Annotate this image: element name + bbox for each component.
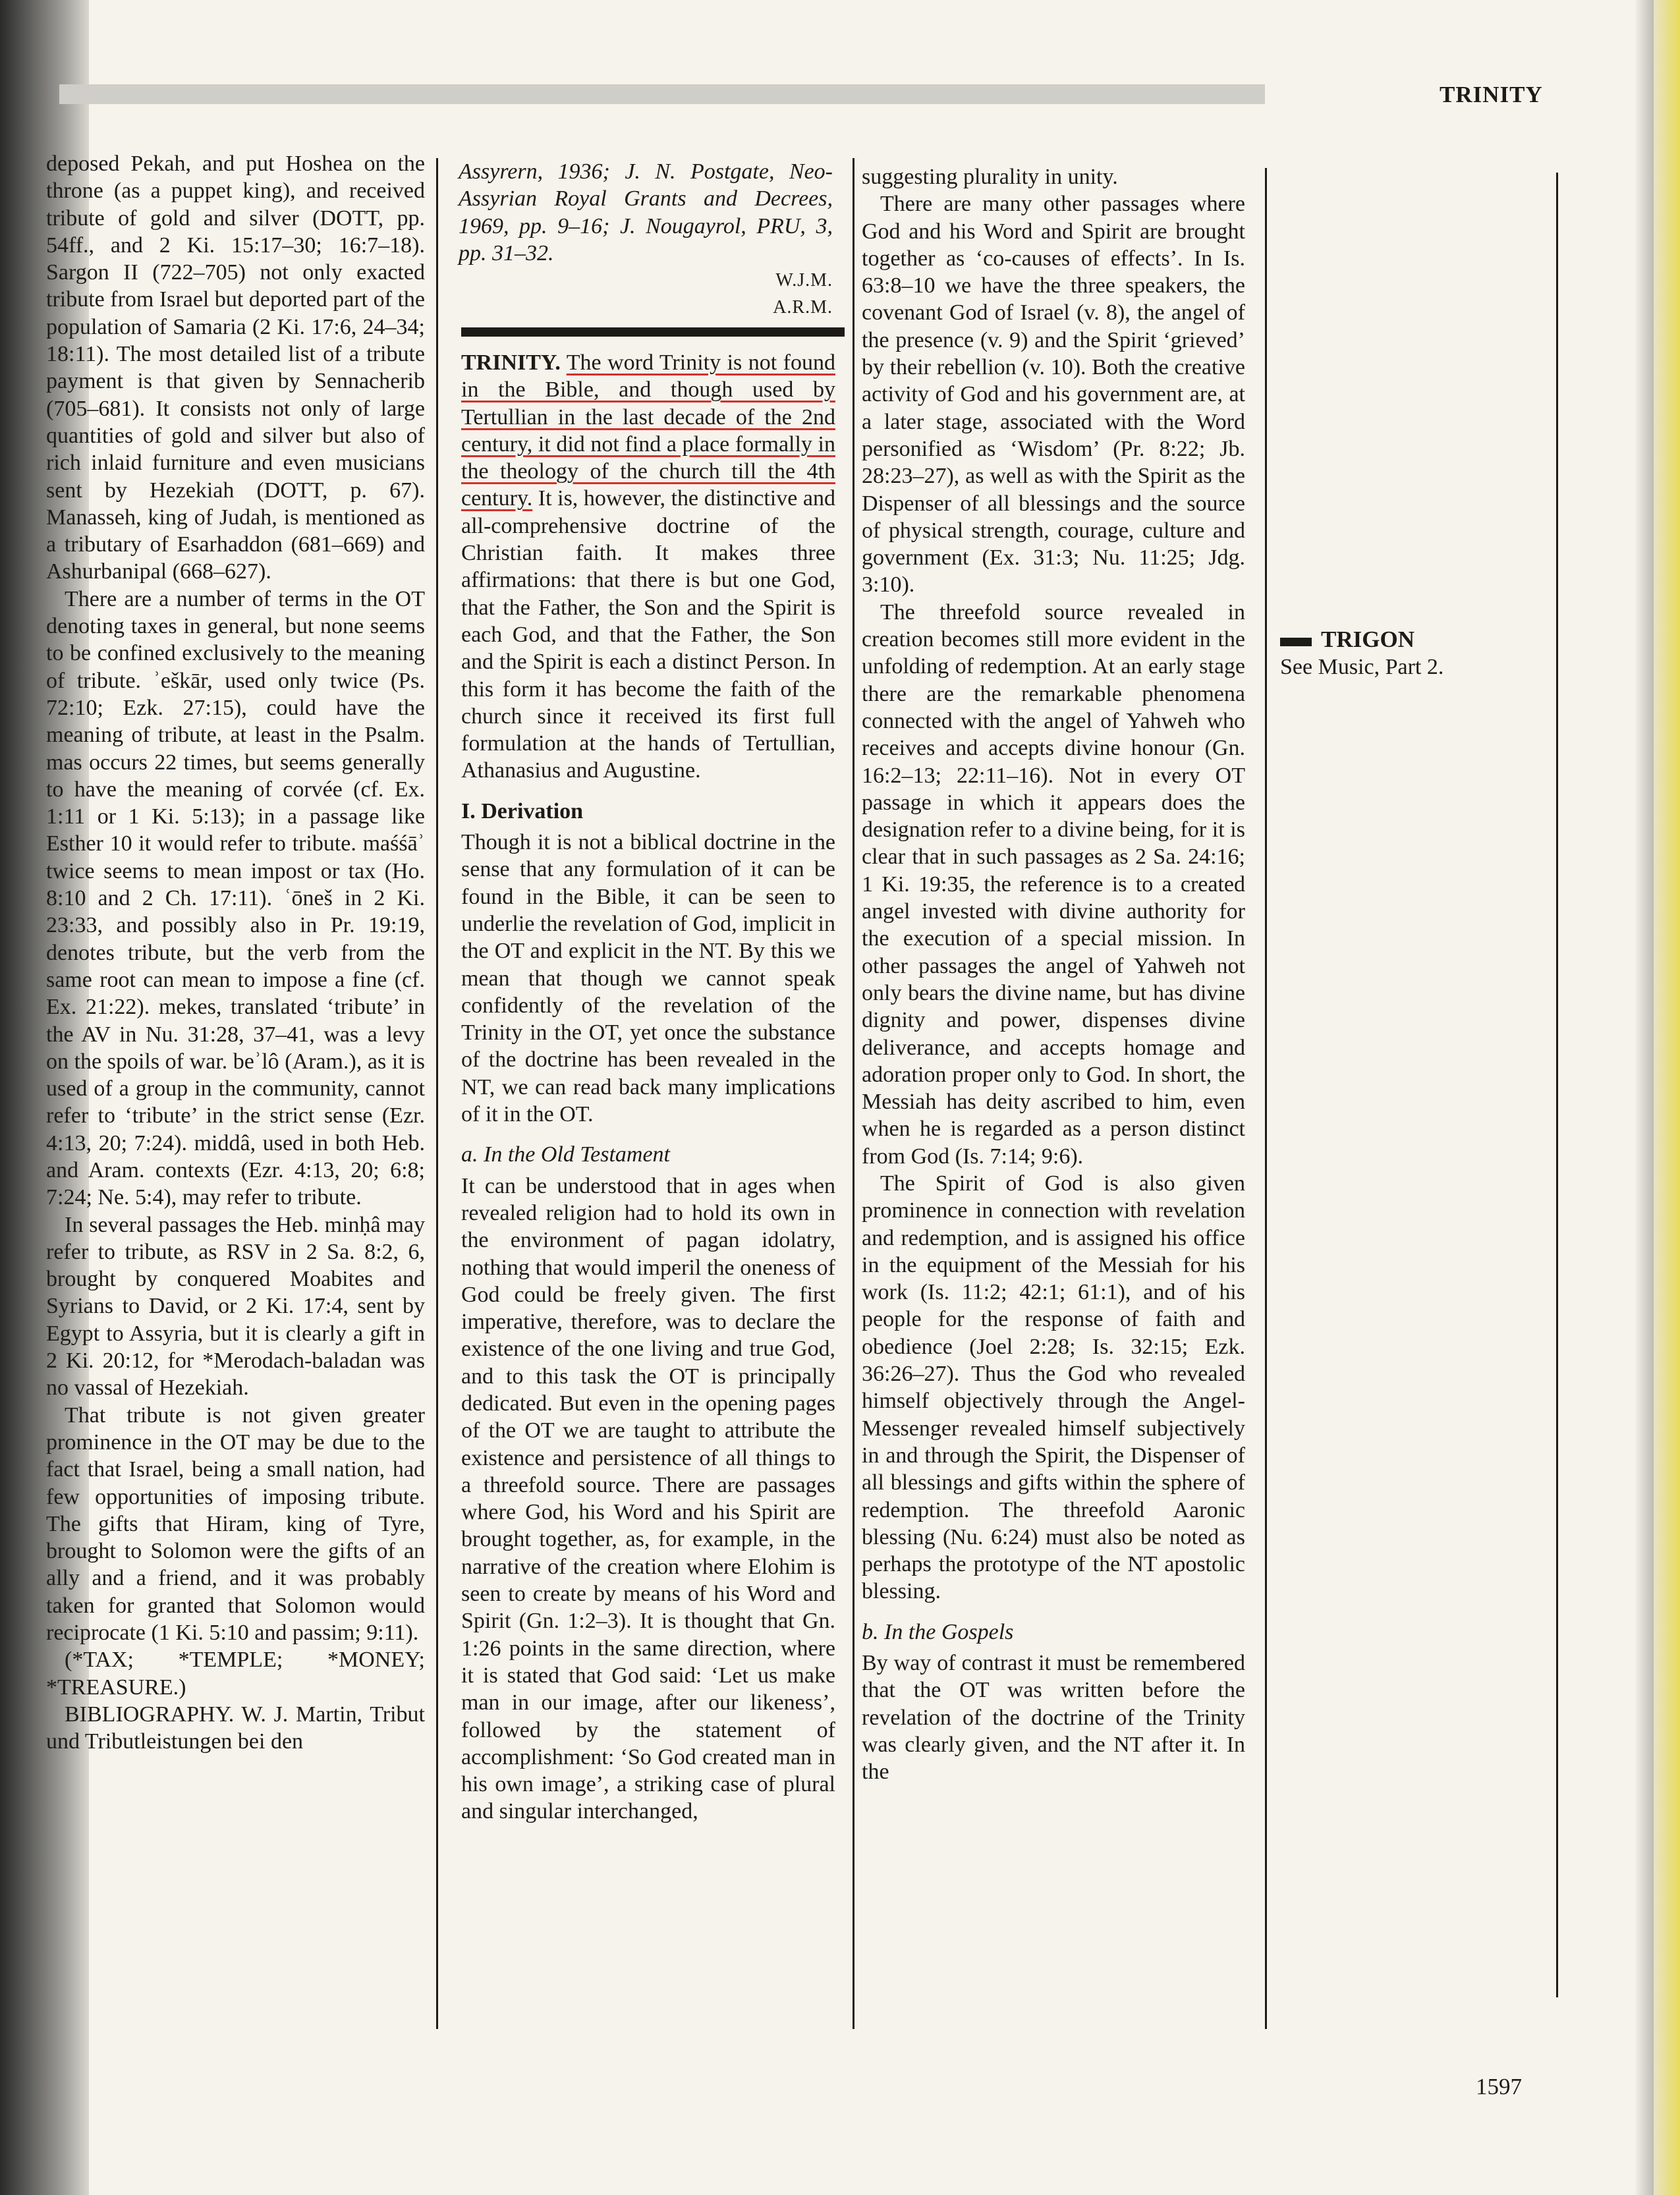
page-edge-shadow bbox=[1635, 0, 1654, 2195]
intro-text: It is, however, the distinctive and all-comprehensive doctrine of the Christian faith. It makes three affirmations: that there is but one God, that the Father, the Son and the Spirit is each God, and that the Father, the Son and the Spirit is each a distinct Person. In this form it has become the faith of the church since it received its first full formulation at the hands of Tertullian, Athanasius and Augustine. bbox=[461, 486, 835, 783]
paragraph: That tribute is not given greater prominence in the OT may be due to the fact that Israel, being a small nation, had few opportunities of imposing tribute. The gifts that Hiram, king of Tyre, brought to Solomon were the gifts of an ally and a friend, and it was probably taken for granted that Solomon would reciprocate (1 Ki. 5:10 and passim; 9:11). bbox=[46, 1403, 425, 1646]
bibliography-start: BIBLIOGRAPHY. W. J. Martin, Tribut und Tributleistungen bei den bbox=[46, 1702, 425, 1754]
author-initials: W.J.M. bbox=[775, 270, 833, 291]
paragraph: By way of contrast it must be remembered that the OT was written before the revelation of the doctrine of the Trinity was clearly given, and the NT after it. In the bbox=[862, 1651, 1245, 1785]
bibliography-continued: Assyrern, 1936; J. N. Postgate, Neo-Assyrian Royal Grants and Decrees, 1969, pp. 9–16; J. Nougayrol, PRU, 3, pp. 31–32. bbox=[459, 159, 833, 265]
column-divider bbox=[1556, 173, 1558, 1997]
trigon-entry bbox=[1280, 626, 1478, 681]
entry-separator bbox=[461, 327, 845, 337]
running-head: TRINITY bbox=[1440, 82, 1543, 107]
paragraph: The threefold source revealed in creation becomes still more evident in the unfolding of redemption. At an early stage there are the remarkable phenomena connected with the angel of Yahweh who receives and accepts divine honour (Gn. 16:2–13; 22:11–16). Not in every OT passage in which it appears does the designation refer to a divine being, for it is clear that in such passages as 2 Sa. 24:16; 1 Ki. 19:35, the reference is to a created angel invested with divine authority for the execution of a special mission. In other passages the angel of Yahweh not only bears the divine name, but has divine dignity and power, dispenses divine deliverance, and accepts homage and adoration proper only to God. In short, the Messiah has deity ascribed to him, even when he is regarded as a person distinct from God (Is. 7:14; 9:6). bbox=[862, 599, 1245, 1169]
paragraph: It can be understood that in ages when revealed religion had to hold its own in the environment of pagan idolatry, nothing that would imperil the oneness of God could be freely given. The first imperative, therefore, was to declare the existence of the one living and true God, and to this task the OT is principally dedicated. But even in the opening pages of the OT we are taught to attribute the existence and persistence of all things to a threefold source. There are passages where God, his Word and his Spirit are brought together, as, for example, in the narrative of the creation where Elohim is seen to create by means of his Word and Spirit (Gn. 1:2–3). It is thought that Gn. 1:26 points in the same direction, where it is stated that God said: ‘Let us make man in our image, after our likeness’, followed by the statement of accomplishment: ‘So God created man in his own image’, a striking case of plural and singular interchanged, bbox=[461, 1173, 835, 1824]
entry-title: TRIGON bbox=[1321, 626, 1414, 652]
subsection-heading: b. In the Gospels bbox=[862, 1619, 1014, 1644]
column-divider bbox=[436, 158, 438, 2029]
paragraph: Though it is not a biblical doctrine in the sense that any formulation of it can be found in the Bible, it can be seen to underlie the revelation of God, implicit in the OT and explicit in the NT. By this we mean that though we cannot speak confidently of the revelation of the Trinity in the OT, yet once the substance of the doctrine has been revealed in the NT, we can read back many implications of it in the OT. bbox=[461, 830, 835, 1127]
author-initials: A.R.M. bbox=[773, 297, 833, 318]
subsection-heading: a. In the Old Testament bbox=[461, 1142, 671, 1167]
paragraph: deposed Pekah, and put Hoshea on the throne (as a puppet king), and received tribute of gold and silver (DOTT, pp. 54ff., and 2 Ki. 15:17–30; 16:7–18). Sargon II (722–705) not only exacted tribute from Israel but deported part of the population of Samaria (2 Ki. 17:6, 24–34; 18:11). The most detailed list of a tribute payment is that given by Sennacherib (705–681). It consists not only of large quantities of gold and silver but also of rich inlaid furniture and even musicians sent by Hezekiah (DOTT, p. 67). Manasseh, king of Judah, is mentioned as a tributary of Esarhaddon (681–669) and Ashurbanipal (668–627). bbox=[46, 152, 425, 584]
column-divider bbox=[1265, 168, 1267, 2029]
paragraph: There are many other passages where God and his Word and Spirit are brought together as ‘co-causes of effects’. In Is. 63:8–10 we have the three speakers, the covenant God of Israel (v. 8), the angel of the presence (v. 9) and the Spirit ‘grieved’ by their rebellion (v. 10). Both the creative activity of God and his government are, at a later stage, associated with the Word personified as ‘Wisdom’ (Pr. 8:22; Jb. 28:23–27), as well as with the Spirit as the Dispenser of all blessings and the source of physical strength, courage, culture and government (Ex. 31:3; Nu. 11:25; Jdg. 3:10). bbox=[862, 192, 1245, 597]
entry-marker bbox=[1280, 638, 1312, 646]
paragraph: The Spirit of God is also given prominence in connection with revelation and redemption, and is assigned his office in the equipment of the Messiah for his work (Is. 11:2; 42:1; 61:1), and of his people for the response of faith and obedience (Joel 2:28; Is. 32:15; Ezk. 36:26–27). Thus the God who revealed himself objectively through the Angel-Messenger revealed himself subjectively in and through the Spirit, the Dispenser of all blessings and gifts within the sphere of redemption. The threefold Aaronic blessing (Nu. 6:24) must also be noted as perhaps the prototype of the NT apostolic blessing. bbox=[862, 1171, 1245, 1604]
page-number: 1597 bbox=[1476, 2074, 1522, 2099]
column-3 bbox=[862, 163, 1245, 1786]
section-heading: I. Derivation bbox=[461, 798, 584, 823]
trinity-intro bbox=[461, 349, 835, 785]
paragraph: suggesting plurality in unity. bbox=[862, 165, 1118, 189]
trinity-entry bbox=[461, 349, 835, 1825]
paragraph: There are a number of terms in the OT denoting taxes in general, but none seems to be confined exclusively to the meaning of tribute. ʾeškār, used only twice (Ps. 72:10; Ezk. 27:15), could have the meaning of tribute, at least in the Psalm. mas occurs 22 times, but seems generally to have the meaning of corvée (cf. Ex. 1:11 or 1 Ki. 5:13); in a passage like Esther 10 it would refer to tribute. maśśāʾ twice seems to mean impost or tax (Ho. 8:10 and 2 Ch. 17:11). ʿōneš in 2 Ki. 23:33, and possibly also in Pr. 19:19, denotes tribute, but the verb from the same root can mean to impose a fine (cf. Ex. 21:22). mekes, translated ‘tribute’ in the AV in Nu. 31:28, 37–41, was a levy on the spoils of war. beʾlô (Aram.), as it is used of a group in the community, cannot refer to ‘tribute’ in the strict sense (Ezr. 4:13, 20; 7:24). middâ, used in both Heb. and Aram. contexts (Ezr. 4:13, 20; 6:8; 7:24; Ne. 5:4), may refer to tribute. bbox=[46, 586, 425, 1210]
highlighted-text: The word Trinity is not found in the Bible, and though used by Tertullian in the last decade of the 2nd century, it did not find a place formally in the theology of the church till the 4th century. bbox=[461, 350, 835, 511]
paragraph: In several passages the Heb. minḥâ may refer to tribute, as RSV in 2 Sa. 8:2, 6, brought by conquered Moabites and Syrians to David, or 2 Ki. 17:4, sent by Egypt to Assyria, but it is clearly a gift in 2 Ki. 20:12, for *Merodach-baladan was no vassal of Hezekiah. bbox=[46, 1212, 425, 1401]
column-1 bbox=[46, 150, 425, 1756]
entry-title: TRINITY. bbox=[461, 350, 561, 375]
cross-references: (*TAX; *TEMPLE; *MONEY; *TREASURE.) bbox=[46, 1648, 425, 1700]
header-rule bbox=[59, 84, 1265, 104]
column-divider bbox=[853, 158, 854, 2029]
page-edge-yellow bbox=[1654, 0, 1680, 2195]
column-2 bbox=[459, 158, 833, 321]
cross-reference: See Music, Part 2. bbox=[1280, 655, 1444, 680]
